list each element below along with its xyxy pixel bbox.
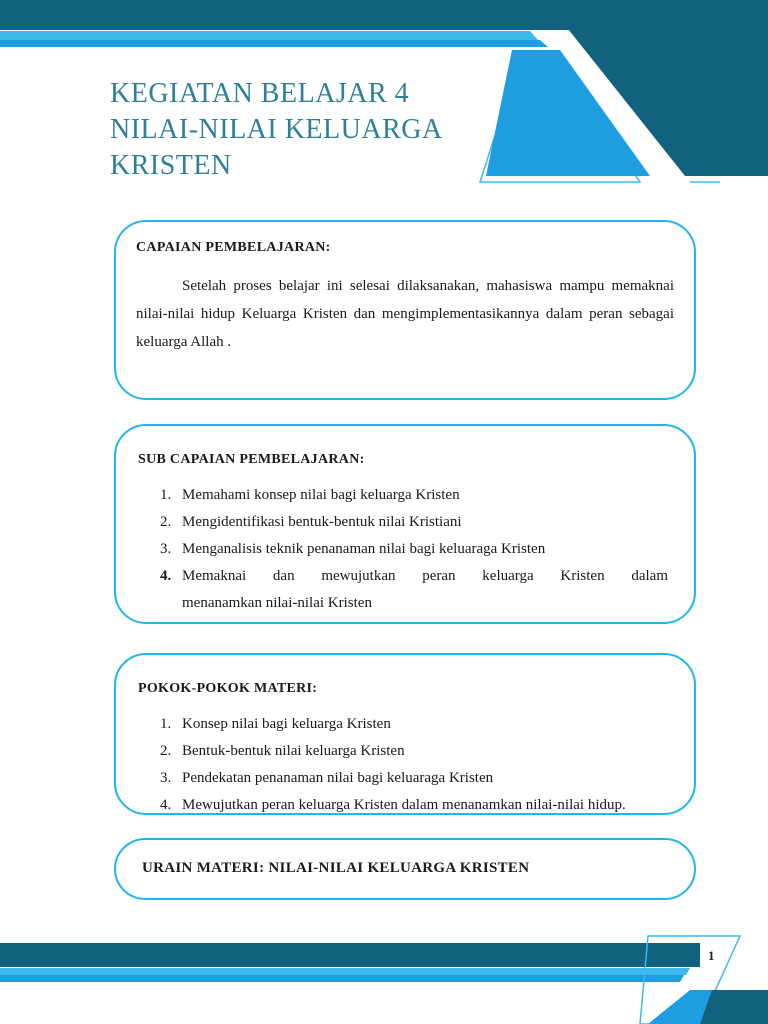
list-item-number: 1. [160,487,172,503]
list-item-number: 2. [160,514,172,530]
footer-dark-panel [700,990,768,1024]
list-item [138,536,668,563]
page-number: 1 [708,948,715,963]
list-item-text: Pendekatan penanaman nilai bagi keluaraga Kristen [182,770,494,786]
list-item-text: Konsep nilai bagi keluarga Kristen [182,716,391,732]
list-item-text: Memahami konsep nilai bagi keluarga Kristen [182,487,460,503]
header-blue-stripe [0,40,548,47]
list-item-text: Mengidentifikasi bentuk-bentuk nilai Kristiani [182,514,462,530]
title-line-2: NILAI-NILAI KELUARGA [110,114,443,145]
list-item-text: Menganalisis teknik penanaman nilai bagi keluaraga Kristen [182,541,546,557]
uraian-heading: URAIN MATERI: NILAI-NILAI KELUARGA KRISTEN [142,860,530,876]
sub-capaian-heading: SUB CAPAIAN PEMBELAJARAN: [138,452,365,467]
capaian-heading: CAPAIAN PEMBELAJARAN: [136,240,331,255]
capaian-text: Setelah proses belajar ini selesai dilaksanakan, mahasiswa mampu memaknai nilai-nilai hidup Keluarga Kristen dan mengimplementasikannya dalam peran sebagai keluarga Allah . [136,278,674,350]
list-item [138,792,668,819]
list-item-text: Bentuk-bentuk nilai keluarga Kristen [182,743,405,759]
list-item [138,563,668,617]
list-item-text: Memaknai dan mewujutkan peran keluarga Kristen dalam [182,568,668,584]
uraian-box [114,838,696,900]
pokok-materi-heading: POKOK-POKOK MATERI: [138,681,318,696]
pokok-materi-box [114,653,696,815]
sub-capaian-list [138,482,668,617]
list-item [138,509,668,536]
header-light-stripe [0,31,538,40]
footer-outline-chevron [640,936,740,1024]
page-title [110,76,490,184]
list-item [138,765,668,792]
list-item [138,711,668,738]
list-item-number: 3. [160,770,172,786]
list-item-number: 1. [160,716,172,732]
footer-blue-stripe [0,975,684,982]
pokok-materi-list [138,711,668,819]
capaian-box [114,220,696,400]
footer-light-stripe [0,968,690,975]
footer-dark-band [0,943,700,967]
title-line-3: KRISTEN [110,150,232,181]
footer-blue-chevron [648,990,740,1024]
sub-capaian-box [114,424,696,624]
list-item-text: Mewujutkan peran keluarga Kristen dalam menanamkan nilai-nilai hidup. [182,797,626,813]
list-item [138,482,668,509]
list-item [138,738,668,765]
list-item-number: 2. [160,743,172,759]
title-line-1: KEGIATAN BELAJAR 4 [110,78,410,109]
list-item-number: 3. [160,541,172,557]
list-item-number: 4. [160,797,172,813]
list-item-number: 4. [160,568,172,584]
list-item-text-continued: menanamkan nilai-nilai Kristen [182,595,372,611]
